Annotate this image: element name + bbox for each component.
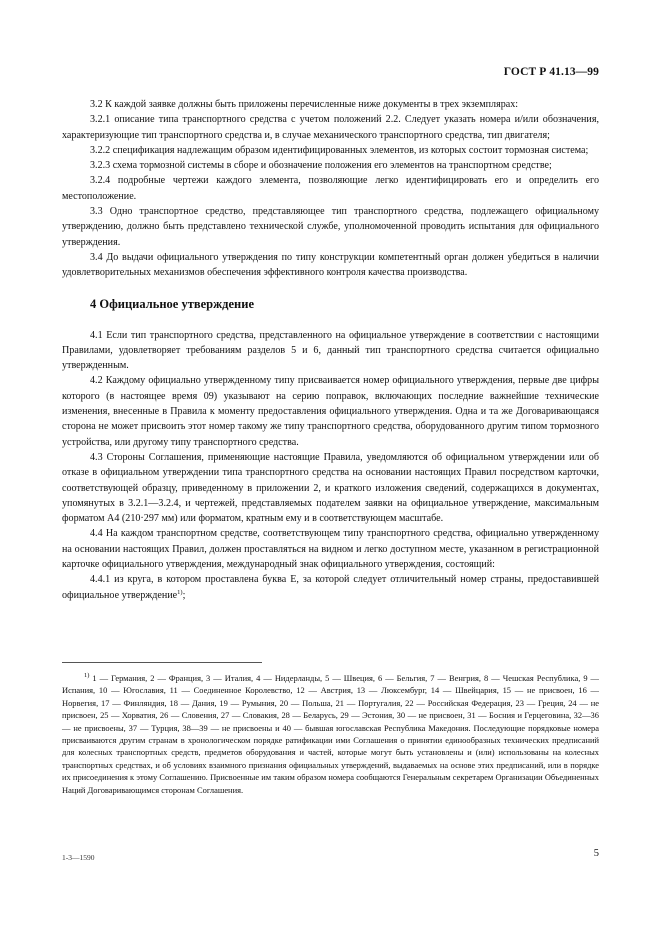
print-code: 1-3—1590 <box>62 853 95 862</box>
clause-3-2-4: 3.2.4 подробные чертежи каждого элемента, позволяющие легко идентифицировать его и определить его местоположение. <box>62 175 599 202</box>
clause-3-2: 3.2 К каждой заявке должны быть приложены перечисленные ниже документы в трех экземплярах: <box>90 99 519 110</box>
section-4-heading: 4 Официальное утверждение <box>90 296 254 311</box>
clause-4-4: 4.4 На каждом транспортном средстве, соответствующем типу транспортного средства, официально утвержденному на основании настоящих Правил, должен проставляться на видном и легко доступном месте, указанном в регистрационной карточке официального утверждения, международный знак официального утверждения, состоящий: <box>62 528 599 571</box>
footnote-body: 1 — Германия, 2 — Франция, 3 — Италия, 4 — Нидерланды, 5 — Швеция, 6 — Бельгия, 7 — Венгрия, 8 — Чешская Республика, 9 — Испания, 10 — Югославия, 11 — Соединенное Королевство, 12 — Австрия, 13 — Люксембург, 14 — Швейцария, 15 — не присвоен, 16 — Норвегия, 17 — Финляндия, 18 — Дания, 19 — Румыния, 20 — Польша, 21 — Португалия, 22 — Российская Федерация, 23 — Греция, 24 — не присвоен, 25 — Хорватия, 26 — Словения, 27 — Словакия, 28 — Беларусь, 29 — Эстония, 30 — не присвоен, 31 — Босния и Герцеговина, 32—36 — не присвоены, 37 — Турция, 38—39 — не присвоены и 40 — бывшая югославская Республика Македония. Последующие порядковые номера присваиваются другим странам в хронологическом порядке ратификации ими Соглашения о принятии единообразных технических предписаний для колесных транспортных средств, предметов оборудования и частей, которые могут быть установлены и (или) использованы на колесных транспортных средствах, и об условиях взаимного признания официальных утверждений, выдаваемых на основе этих предписаний, или в порядке их присоединения к этому Соглашению. Присвоенные им таким образом номера сообщаются Генеральным секретарем Организации Объединенных Наций Договаривающимся сторонам Соглашения. <box>62 673 599 795</box>
clause-4-1: 4.1 Если тип транспортного средства, представленного на официальное утверждение в соответствии с настоящими Правилами, удовлетворяет требованиям разделов 5 и 6, данный тип транспортного средства считается официально утвержденным. <box>62 329 599 372</box>
footnote-marker: 1) <box>84 672 90 679</box>
clause-3-4: 3.4 До выдачи официального утверждения по типу конструкции компетентный орган должен убедиться в наличии удовлетворительных механизмов обеспечения эффективного контроля качества производства. <box>62 251 599 279</box>
clause-3-2-2: 3.2.2 спецификация надлежащим образом идентифицированных элементов, из которых состоит тормозная система; <box>90 144 589 156</box>
footnote-reference[interactable]: 1) <box>177 588 183 596</box>
clause-4-4-1 <box>62 572 599 603</box>
footnote-divider <box>62 662 262 663</box>
standard-header: ГОСТ Р 41.13—99 <box>503 66 599 78</box>
clause-4-4-1-end: ; <box>182 589 186 601</box>
page-number: 5 <box>593 848 599 859</box>
clause-4-3: 4.3 Стороны Соглашения, применяющие настоящие Правила, уведомляются об официальном утверждении или об отказе в официальном утверждении типа транспортного средства на основании настоящих Правил посредством карточки, соответствующей образцу, приведенному в приложении 2, и краткого изложения сведений, содержащихся в документах, упомянутых в 3.2.1—3.2.4, и чертежей, представляемых подателем заявки на официальное утверждение, максимальным форматом А4 (210·297 мм) или форматом, кратным ему и в соответствующем масштабе. <box>62 451 599 525</box>
footnote-text <box>62 672 599 796</box>
clause-3-3: 3.3 Одно транспортное средство, представляющее тип транспортного средства, подлежащего официальному утверждению, должно быть представлено технической службе, уполномоченной проводить испытания для официального утверждения. <box>62 206 599 248</box>
clause-4-2: 4.2 Каждому официально утвержденному типу присваивается номер официального утверждения, первые две цифры которого (в настоящее время 09) указывают на серию поправок, включающих последние важнейшие технические изменения, внесенные в Правила к моменту предоставления официального утверждения. Одна и та же Договаривающаяся сторона не может присвоить этот номер такому же типу транспортного средства, оборудованного другим типом тормозного устройства, или другому типу транспортного средства. <box>62 375 599 448</box>
clause-3-2-1: 3.2.1 описание типа транспортного средства с учетом положений 2.2. Следует указать номера и/или обозначения, характеризующие тип транспортного средства и, в случае механического транспортного средства, тип двигателя; <box>62 114 599 141</box>
document-body <box>62 97 599 603</box>
footnote <box>62 672 599 796</box>
clause-4-4-1-text: 4.4.1 из круга, в котором проставлена буква Е, за которой следует отличительный номер страны, предоставившей официальное утверждение <box>62 574 599 601</box>
clause-3-2-3: 3.2.3 схема тормозной системы в сборе и обозначение положения его элементов на транспортном средстве; <box>90 160 552 172</box>
